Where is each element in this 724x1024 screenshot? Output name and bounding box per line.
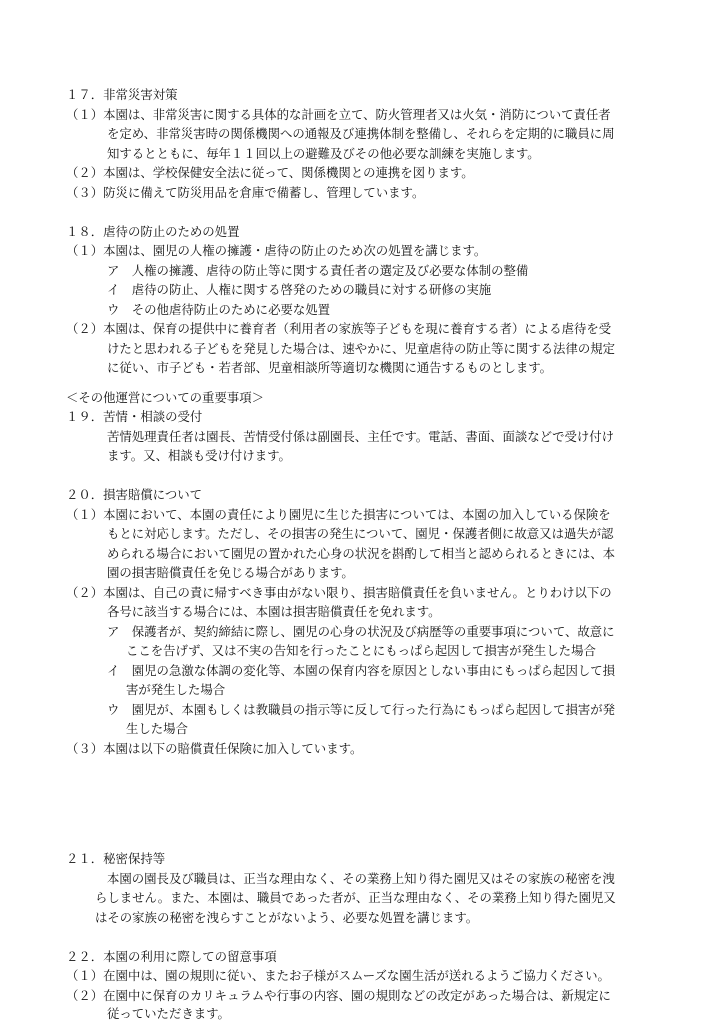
section-20-item-i-line-2: 害が発生した場合 bbox=[126, 682, 226, 697]
section-17-para-1-line-2: を定め、非常災害時の関係機関への通報及び連携体制を整備し、それらを定期的に職員に周 bbox=[107, 126, 615, 141]
section-20-para-3: （３）本園は以下の賠償責任保険に加入しています。 bbox=[66, 741, 363, 756]
section-18-para-2-line-2: けたと思われる子どもを発見した場合は、速やかに、児童虐待の防止等に関する法律の規定 bbox=[107, 341, 616, 356]
section-18-item-a: ア 人権の擁護、虐待の防止等に関する責任者の選定及び必要な体制の整備 bbox=[107, 263, 529, 278]
section-22-para-1: （１）在園中は、園の規則に従い、またお子様がスムーズな園生活が送れるようご協力ください。 bbox=[66, 968, 610, 983]
section-20-para-1-line-3: められる場合において園児の置かれた心身の状況を斟酌して相当と認められるときには、本 bbox=[107, 546, 616, 561]
section-21-body-line-2: らしません。また、本園は、職員であった者が、正当な理由なく、その業務上知り得た園児又 bbox=[95, 890, 616, 905]
section-17-heading: １７．非常災害対策 bbox=[66, 87, 178, 102]
section-22-para-2-line-2: 従っていただきます。 bbox=[107, 1006, 230, 1021]
section-18-para-1: （１）本園は、園児の人権の擁護・虐待の防止のため次の処置を講じます。 bbox=[66, 243, 487, 258]
section-20-para-1-line-4: 園の損害賠償責任を免じる場合があります。 bbox=[107, 565, 354, 580]
section-19-body-line-1: 苦情処理責任者は園長、苦情受付係は副園長、主任です。電話、書面、面談などで受け付け bbox=[107, 429, 615, 444]
section-17-para-2: （２）本園は、学校保健安全法に従って、関係機関との連携を図ります。 bbox=[66, 165, 474, 180]
section-17-para-1-line-1: （１）本園は、非常災害に関する具体的な計画を立て、防火管理者又は火気・消防について責任者 bbox=[66, 107, 611, 122]
section-20-item-u-line-2: 生した場合 bbox=[126, 721, 188, 736]
section-21-body-line-3: はその家族の秘密を洩らすことがないよう、必要な処置を講じます。 bbox=[95, 910, 479, 925]
section-18-heading: １８．虐待の防止のための処置 bbox=[66, 224, 240, 239]
section-17-para-1-line-3: 知するとともに、毎年１１回以上の避難及びその他必要な訓練を実施します。 bbox=[107, 146, 540, 161]
section-19-body-line-2: ます。又、相談も受け付けます。 bbox=[107, 448, 291, 463]
section-20-heading: ２０．損害賠償について bbox=[66, 487, 203, 502]
section-18-item-u: ウ その他虐待防止のために必要な処置 bbox=[107, 302, 331, 317]
section-18-para-2-line-1: （２）本園は、保育の提供中に養育者（利用者の家族等子どもを現に養育する者）による虐待を受 bbox=[66, 321, 612, 336]
section-22-heading: ２２．本園の利用に際しての留意事項 bbox=[66, 949, 277, 964]
section-20-item-u-line-1: ウ 園児が、本園もしくは教職員の指示等に反して行った行為にもっぱら起因して損害が発 bbox=[107, 702, 616, 717]
section-20-item-a-line-1: ア 保護者が、契約締結に際し、園児の心身の状況及び病歴等の重要事項について、故意に bbox=[107, 624, 615, 639]
section-20-para-1-line-2: もとに対応します。ただし、その損害の発生について、園児・保護者側に故意又は過失が認 bbox=[107, 526, 614, 541]
section-18-para-2-line-3: に従い、市子ども・若者部、児童相談所等適切な機関に通告するものとします。 bbox=[107, 360, 553, 375]
section-20-item-i-line-1: イ 園児の急激な体調の変化等、本園の保育内容を原因としない事由にもっぱら起因して損 bbox=[107, 663, 616, 678]
section-21-body-line-1: 本園の園長及び職員は、正当な理由なく、その業務上知り得た園児又はその家族の秘密を洩 bbox=[107, 871, 615, 886]
section-21-heading: ２１．秘密保持等 bbox=[66, 851, 166, 866]
section-20-para-2-line-2: 各号に該当する場合には、本園は損害賠償責任を免れます。 bbox=[107, 604, 441, 619]
section-20-item-a-line-2: ここを告げず、又は不実の告知を行ったことにもっぱら起因して損害が発生した場合 bbox=[126, 643, 596, 658]
section-20-para-2-line-1: （２）本園は、自己の責に帰すべき事由がない限り、損害賠償責任を負いません。とりわけ以下の bbox=[66, 585, 612, 600]
section-17-para-3: （３）防災に備えて防災用品を倉庫で備蓄し、管理しています。 bbox=[66, 185, 425, 200]
section-20-para-1-line-1: （１）本園において、本園の責任により園児に生じた損害については、本園の加入している保険を bbox=[66, 507, 611, 522]
section-19-heading: １９．苦情・相談の受付 bbox=[66, 409, 203, 424]
section-18-item-i: イ 虐待の防止、人権に関する啓発のための職員に対する研修の実施 bbox=[107, 282, 492, 297]
section-22-para-2-line-1: （２）在園中に保育のカリキュラムや行事の内容、園の規則などの改定があった場合は、新規定に bbox=[66, 988, 611, 1003]
other-matters-heading: ＜その他運営についての重要事項＞ bbox=[66, 390, 265, 405]
